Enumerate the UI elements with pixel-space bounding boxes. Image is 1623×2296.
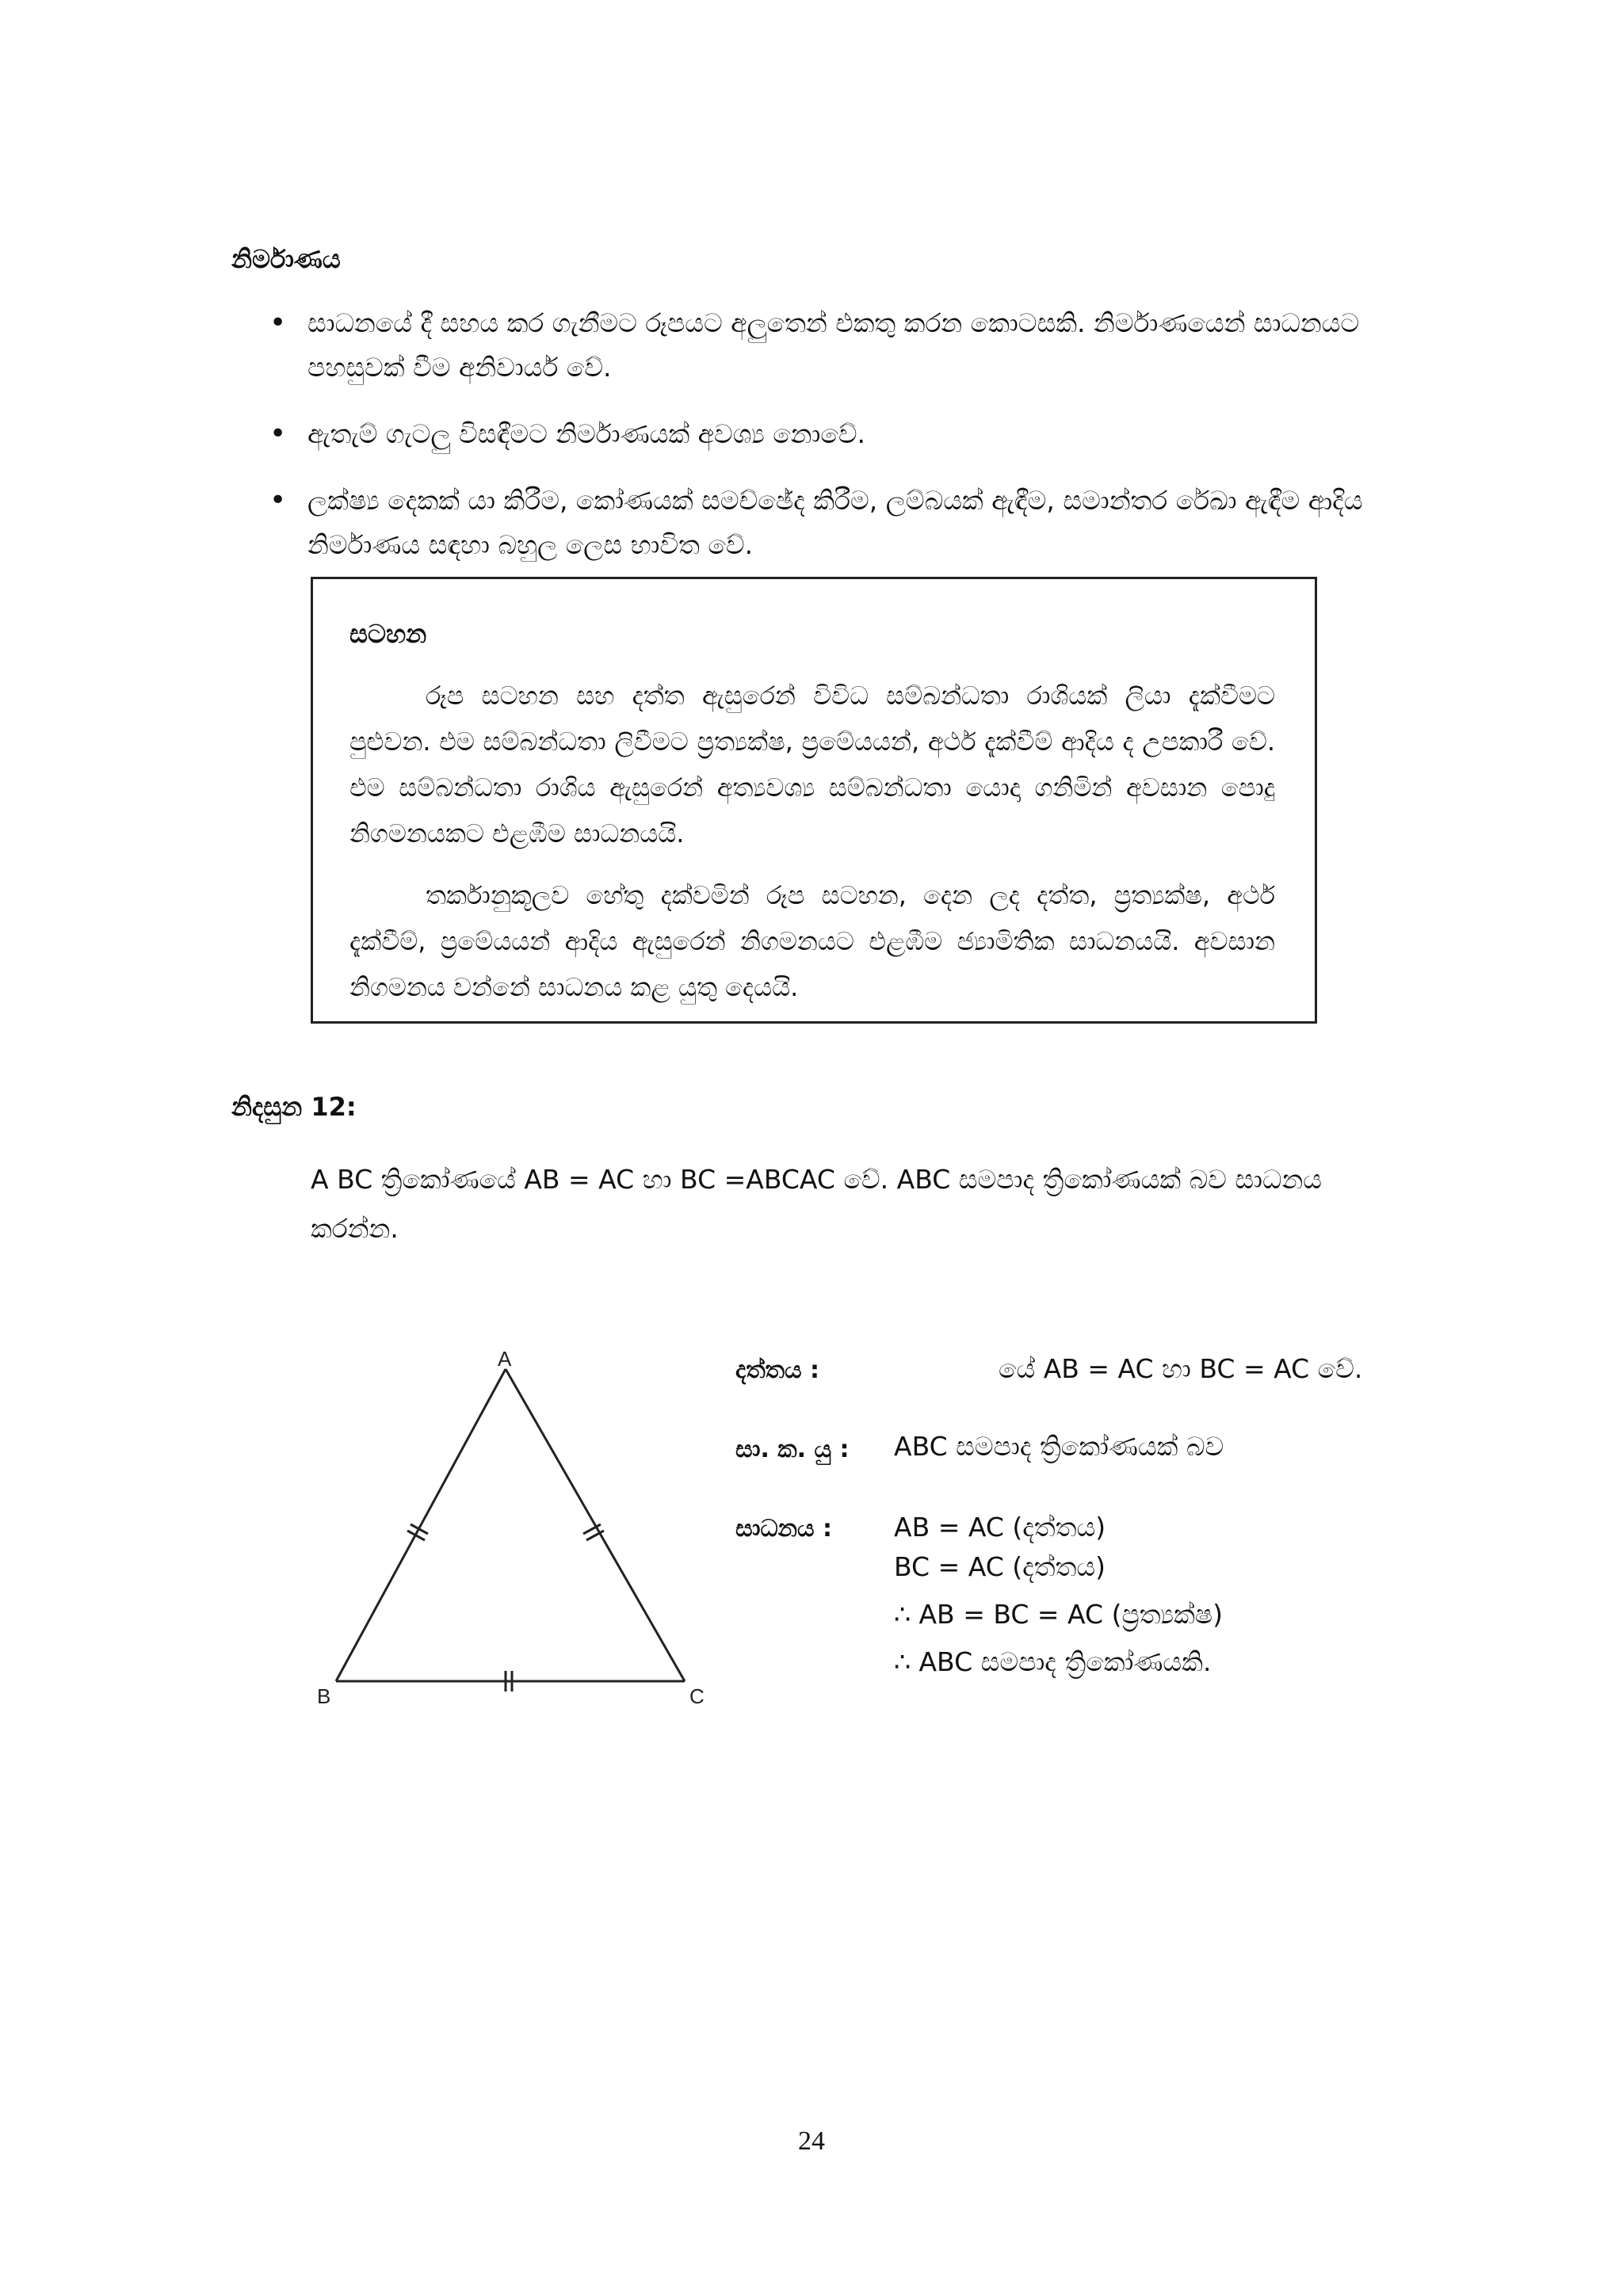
to-be-proved-label: සා. ක. යු : xyxy=(735,1436,850,1463)
bullet-list xyxy=(269,301,1411,589)
page-number: 24 xyxy=(798,2126,825,2156)
proof-line-1: AB = AC (දත්තය) xyxy=(894,1512,1106,1543)
bullet-item xyxy=(269,412,1411,456)
bullet-text: සාධනයේ දී සහය කර ගැනීමට රූපයට අලුතෙන් එකතු කරන කොටසකි. නිර්මාණයෙන් සාධනයට පහසුවක් වීම අනිවාර්ය වේ. xyxy=(307,307,1360,383)
side-ac xyxy=(506,1369,685,1681)
note-paragraph-2: තර්කානුකූලව හේතු දක්වමින් රූප සටහන, දෙන ලද දත්ත, ප්‍රත්‍යක්ෂ, අර්ථ දැක්වීම්, ප්‍රමේයයන් ආදිය ඇසුරෙන් නිගමනයට එළඹීම ජ්‍යාමිතික සාධනයයි. අවසාන නිගමනය වන්නේ සාධනය කළ යුතු දෙයයි. xyxy=(349,880,1275,1002)
bullet-icon: • xyxy=(269,307,287,339)
side-ab xyxy=(336,1369,506,1681)
note-box xyxy=(311,577,1317,1024)
example-statement: A BC ත්‍රිකෝණයේ AB = AC හා BC =ABCAC වේ. ABC සමපාද ත්‍රිකෝණයක් බව සාධනය කරන්න. xyxy=(311,1164,1322,1244)
section-heading: නිර්මාණය xyxy=(231,244,341,274)
vertex-label-c: C xyxy=(689,1684,705,1708)
bullet-icon: • xyxy=(269,418,287,450)
bullet-icon: • xyxy=(269,484,287,517)
given-value: යේ AB = AC හා BC = AC වේ. xyxy=(999,1353,1363,1384)
to-be-proved-value: ABC සමපාද ත්‍රිකෝණයක් බව xyxy=(894,1431,1224,1462)
given-label: දත්තය : xyxy=(735,1356,820,1384)
proof-line-2: BC = AC (දත්තය) xyxy=(894,1551,1106,1582)
tick-marks-ac xyxy=(583,1524,604,1540)
note-title: සටහන xyxy=(349,619,427,649)
bullet-item xyxy=(269,479,1411,567)
bullet-text: ඇතැම් ගැටලු විසඳීමට නිර්මාණයක් අවශ්‍ය නොවේ. xyxy=(307,418,866,449)
vertex-label-b: B xyxy=(317,1684,331,1708)
example-label: නිදසුන 12: xyxy=(231,1092,357,1122)
bullet-item xyxy=(269,301,1411,390)
proof-label: සාධනය : xyxy=(735,1515,833,1543)
note-paragraph-1: රූප සටහන සහ දත්ත ඇසුරෙන් විවිධ සම්බන්ධතා රාශියක් ලියා දැක්වීමට පුළුවන. එම සම්බන්ධතා ලිවීමට ප්‍රත්‍යක්ෂ, ප්‍රමේයයන්, අර්ථ දැක්වීම් ආදිය ද උපකාරී වේ. එම සම්බන්ධතා රාශිය ඇසුරෙන් අත්‍යවශ්‍ය සම්බන්ධතා යොදා ගනිමින් අවසාන පොදු නිගමනයකට එළඹීම සාධනයයි. xyxy=(349,681,1275,849)
proof-line-4: ∴ ABC සමපාද ත්‍රිකෝණයකි. xyxy=(894,1646,1212,1677)
triangle-figure xyxy=(301,1347,713,1711)
bullet-text: ලක්ෂ්‍ය දෙකක් යා කිරීම, කෝණයක් සමච්ඡේද කිරීම, ලම්බයක් ඇඳීම, සමාන්තර රේඛා ඇඳීම ආදිය නිර්මාණය සඳහා බහුල ලෙස භාවිත වේ. xyxy=(307,485,1363,560)
proof-line-3: ∴ AB = BC = AC (ප්‍රත්‍යක්ෂ) xyxy=(894,1599,1224,1630)
vertex-label-a: A xyxy=(498,1347,512,1371)
